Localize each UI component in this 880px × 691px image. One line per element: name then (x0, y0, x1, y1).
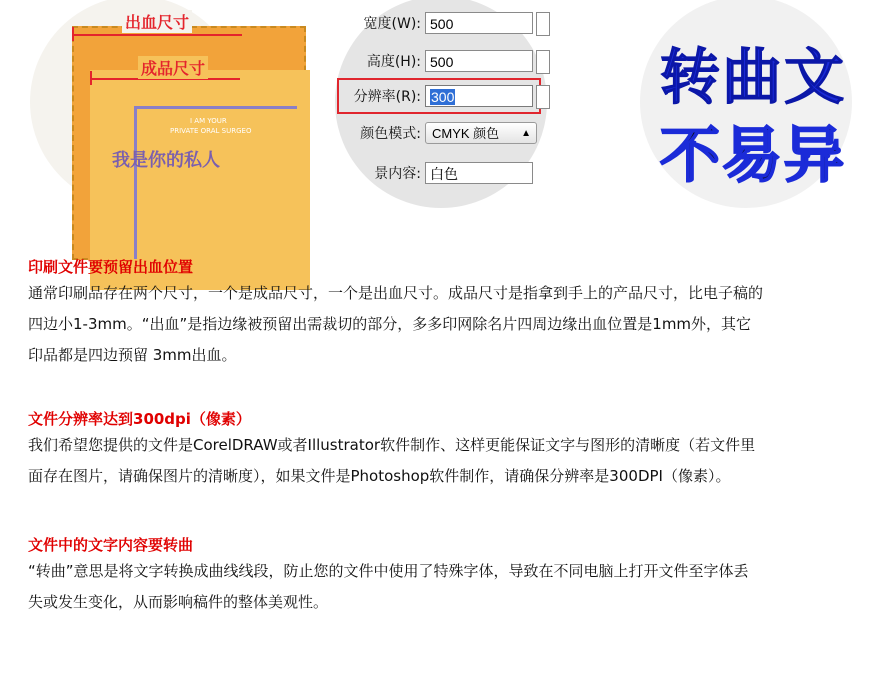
width-input[interactable]: 500 (425, 12, 533, 34)
bleed-dimension-line (72, 34, 242, 36)
resolution-input[interactable] (425, 85, 533, 107)
outlined-text-line-2: 不易异 (660, 121, 846, 191)
paragraph-line: 我们希望您提供的文件是CorelDRAW或者Illustrator软件制作、这样更能保证文字与图形的清晰度（若文件里 (28, 436, 756, 454)
paragraph-line: 面存在图片，请确保图片的清晰度），如果文件是Photoshop软件制作，请确保分辨率是300DPI（像素）。 (28, 467, 731, 485)
paragraph-line: 四边小1-3mm。“出血”是指边缘被预留出需裁切的部分，多多印网除名片四周边缘出血位置是1mm外，其它 (28, 315, 752, 333)
paragraph-line: 印品都是四边预留 3mm出血。 (28, 346, 237, 364)
bleed-illustration (30, 0, 252, 208)
width-label: 宽度(W): (363, 16, 421, 32)
section-heading: 印刷文件要预留出血位置 (28, 258, 194, 276)
paragraph-line: 通常印刷品存在两个尺寸，一个是成品尺寸，一个是出血尺寸。成品尺寸是指拿到手上的产品尺寸，比电子稿的 (28, 284, 764, 302)
color-mode-select[interactable] (425, 122, 537, 144)
section-convert-to-curves (28, 534, 858, 618)
finished-size-label: 成品尺寸 (138, 56, 208, 79)
side-unit-box-1 (536, 12, 550, 36)
bleed-dimension-tick (72, 27, 74, 41)
resolution-dialog-illustration (335, 0, 547, 208)
paragraph-line: 失或发生变化，从而影响稿件的整体美观性。 (28, 593, 329, 611)
color-mode-value: CMYK 颜色 (432, 126, 500, 141)
paragraph-line: “转曲”意思是将文字转换成曲线线段，防止您的文件中使用了特殊字体，导致在不同电脑上打开文件至字体丢 (28, 562, 749, 580)
height-input[interactable]: 500 (425, 50, 533, 72)
outlined-text-line-1: 转曲文 (660, 43, 846, 113)
dialog-row-background (335, 160, 533, 186)
resolution-value: 300 (431, 89, 455, 105)
section-bleed (28, 256, 858, 371)
section-resolution (28, 408, 858, 492)
select-arrow-icon: ▲ (521, 128, 531, 139)
bleed-size-label: 出血尺寸 (122, 10, 192, 33)
dialog-row-width (335, 10, 533, 36)
finished-dimension-tick (90, 71, 92, 85)
dialog-row-height (335, 48, 533, 74)
height-label: 高度(H): (366, 54, 421, 70)
resolution-label: 分辨率(R): (353, 89, 421, 105)
card-small-text-1: I AM YOUR (190, 117, 227, 125)
side-unit-box-2 (536, 50, 550, 74)
section-heading: 文件分辨率达到300dpi（像素） (28, 410, 251, 428)
card-small-text-2: PRIVATE ORAL SURGEO (170, 127, 252, 135)
side-unit-box-3 (536, 85, 550, 109)
section-heading: 文件中的文字内容要转曲 (28, 536, 194, 554)
card-title: 我是你的私人 (112, 150, 220, 171)
dialog-row-resolution (335, 83, 533, 109)
outlined-text-illustration (640, 0, 852, 208)
background-label: 景内容: (374, 166, 421, 182)
dialog-row-color-mode (335, 120, 537, 146)
color-mode-label: 颜色模式: (360, 126, 421, 142)
background-select[interactable]: 白色 (425, 162, 533, 184)
